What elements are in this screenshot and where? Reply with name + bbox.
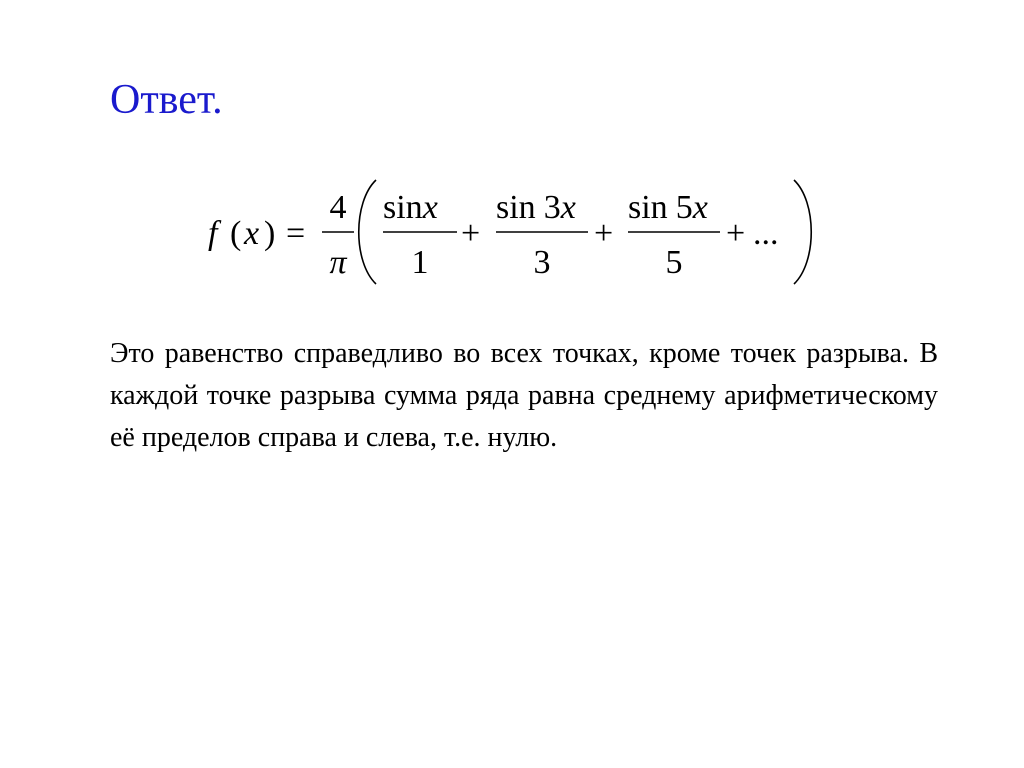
explanation-paragraph: Это равенство справедливо во всех точках, кроме точек разрыва. В каждой точке разрыва сумма ряда равна среднему арифметическому её пределов справа и слева, т.е. нулю.	[110, 338, 938, 453]
formula-variable: x	[244, 215, 260, 252]
fourier-series-formula	[200, 172, 820, 292]
plus-sign-3: +	[726, 215, 746, 252]
term3-denominator: 5	[665, 244, 683, 281]
term3-numerator: sin 5x	[628, 189, 708, 226]
term1-numerator: sinx	[383, 189, 438, 226]
term2-denominator: 3	[533, 244, 551, 281]
slide-title: Ответ.	[110, 77, 223, 123]
plus-sign-2: +	[594, 215, 614, 252]
big-left-paren	[359, 180, 376, 284]
plus-sign-1: +	[461, 215, 481, 252]
coefficient-denominator: π	[329, 244, 347, 281]
formula-right-paren: )	[264, 215, 276, 252]
term1-denominator: 1	[411, 244, 429, 281]
formula-equals-sign: =	[286, 215, 306, 252]
big-right-paren	[794, 180, 811, 284]
formula-function-name: f	[208, 215, 218, 252]
coefficient-numerator: 4	[329, 189, 347, 226]
formula-svg	[200, 172, 820, 292]
term2-numerator: sin 3x	[496, 189, 576, 226]
ellipsis: ...	[753, 215, 779, 252]
formula-left-paren: (	[230, 215, 242, 252]
